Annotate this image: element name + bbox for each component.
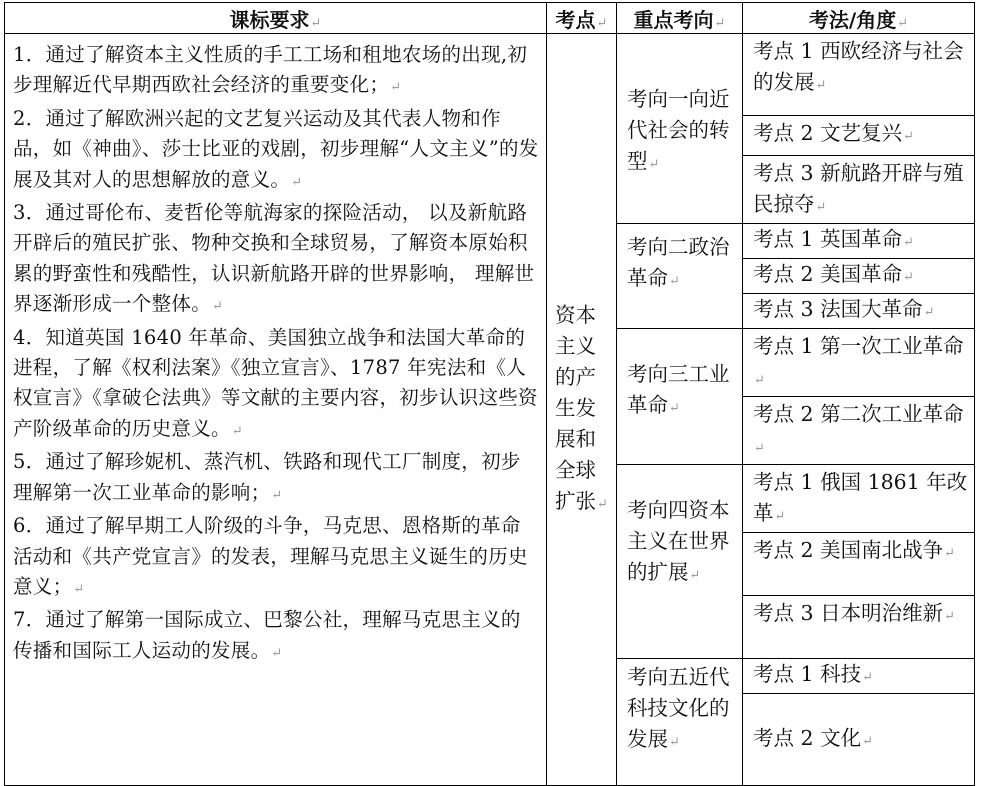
header-row [5,3,975,34]
header-topic: 考点↵ [547,3,617,34]
standard-item-5: 5．通过了解珍妮机、蒸汽机、铁路和现代工厂制度，初步理解第一次工业革命的影响；↵ [13,450,521,504]
table-row [5,34,975,116]
exam-point-1-1: 考点 1 西欧经济与社会的发展↵ [743,34,975,116]
direction-5: 考向五近代科技文化的发展↵ [617,659,743,786]
curriculum-table [4,2,975,786]
exam-point-5-2: 考点 2 文化↵ [743,694,975,786]
standards-cell [5,34,547,786]
standard-item-3: 3．通过哥伦布、麦哲伦等航海家的探险活动， 以及新航路开辟后的殖民扩张、物种交换和全球贸易，了解资本原始积累的野蛮性和残酷性，认识新航路开辟的世界影响， 理解世界逐渐形成一个整体。↵ [13,201,535,316]
header-method: 考法/角度↵ [743,3,975,34]
exam-point-1-3: 考点 3 新航路开辟与殖民掠夺↵ [743,156,975,224]
standard-item-2: 2．通过了解欧洲兴起的文艺复兴运动及其代表人物和作品，如《神曲》、莎士比亚的戏剧，初步理解“人文主义”的发展及其对人的思想解放的意义。↵ [13,106,539,191]
standard-item-4: 4．知道英国 1640 年革命、美国独立战争和法国大革命的进程，了解《权利法案》《独立宣言》、1787 年宪法和《人权宣言》《拿破仑法典》等文献的主要内容，初步认识这些资产阶级革命的历史意义。↵ [13,325,538,440]
standard-item-6: 6．通过了解早期工人阶级的斗争，马克思、恩格斯的革命活动和《共产党宣言》的发表，理解马克思主义诞生的历史意义；↵ [13,514,528,598]
direction-3: 考向三工业革命↵ [617,329,743,465]
header-direction: 重点考向↵ [617,3,743,34]
direction-2: 考向二政治革命↵ [617,224,743,329]
exam-point-2-3: 考点 3 法国大革命↵ [743,294,975,329]
exam-point-4-2: 考点 2 美国南北战争↵ [743,533,975,596]
exam-point-4-1: 考点 1 俄国 1861 年改革↵ [743,465,975,533]
exam-point-2-2: 考点 2 美国革命↵ [743,259,975,294]
standard-item-1: 1．通过了解资本主义性质的手工工场和租地农场的出现,初步理解近代早期西欧社会经济的重要变化；↵ [13,43,528,97]
standard-item-7: 7．通过了解第一国际成立、巴黎公社，理解马克思主义的传播和国际工人运动的发展。↵ [13,608,521,662]
topic-cell: 资本主义的产生发展和全球扩张↵ [547,34,617,786]
exam-point-2-1: 考点 1 英国革命↵ [743,224,975,259]
direction-1: 考向一向近代社会的转型↵ [617,34,743,224]
exam-point-5-1: 考点 1 科技↵ [743,659,975,694]
exam-point-3-2: 考点 2 第二次工业革命↵ [743,397,975,465]
curriculum-table-page [4,2,974,766]
header-standards: 课标要求↵ [5,3,547,34]
exam-point-3-1: 考点 1 第一次工业革命↵ [743,329,975,397]
exam-point-4-3: 考点 3 日本明治维新↵ [743,596,975,659]
exam-point-1-2: 考点 2 文艺复兴↵ [743,116,975,156]
direction-4: 考向四资本主义在世界的扩展↵ [617,465,743,659]
